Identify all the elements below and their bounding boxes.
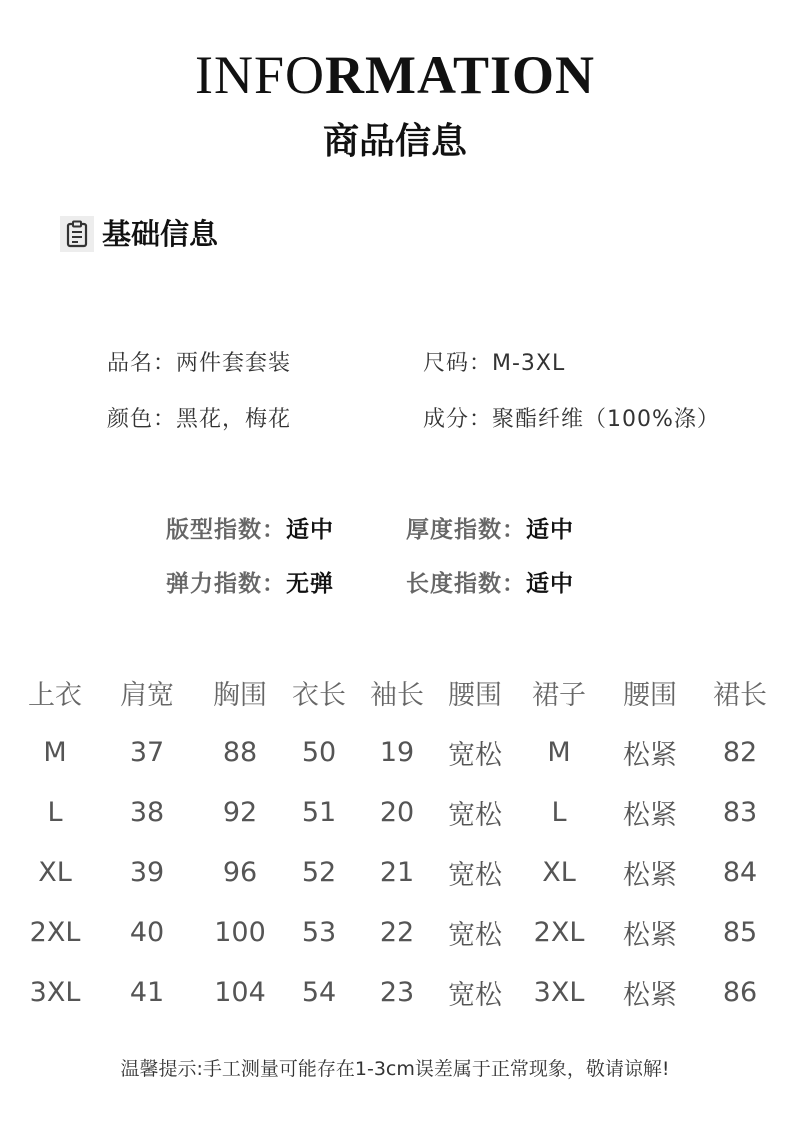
table-cell: M xyxy=(547,736,571,768)
index-value: 适中 xyxy=(526,517,574,543)
table-cell: 宽松 xyxy=(448,739,502,771)
title-en-light: INFO xyxy=(194,45,325,105)
table-cell: 50 xyxy=(301,736,337,768)
table-cell: 宽松 xyxy=(448,919,502,951)
index-value: 适中 xyxy=(526,571,574,597)
section-header xyxy=(60,216,218,252)
index-thickness xyxy=(406,511,574,544)
table-cell: 96 xyxy=(222,856,258,888)
table-cell: 86 xyxy=(722,976,758,1008)
table-cell: L xyxy=(47,796,63,828)
table-cell: 宽松 xyxy=(448,979,502,1011)
table-row xyxy=(10,842,790,902)
index-elasticity xyxy=(166,565,334,598)
table-row xyxy=(10,722,790,782)
table-cell: 21 xyxy=(379,856,415,888)
table-cell: M xyxy=(43,736,67,768)
table-cell: 2XL xyxy=(29,916,81,948)
table-cell: 92 xyxy=(222,796,258,828)
size-table xyxy=(10,662,790,1022)
header-cell: 上衣 xyxy=(28,679,82,711)
header-cell: 袖长 xyxy=(370,679,424,711)
table-cell: 2XL xyxy=(533,916,585,948)
table-cell: 104 xyxy=(214,976,266,1008)
index-label: 版型指数： xyxy=(166,517,286,543)
header-cell: 裙长 xyxy=(713,679,767,711)
header-cell: 腰围 xyxy=(448,679,502,711)
table-row xyxy=(10,962,790,1022)
table-cell: 40 xyxy=(129,916,165,948)
index-value: 无弹 xyxy=(286,571,334,597)
index-label: 厚度指数： xyxy=(406,517,526,543)
index-value: 适中 xyxy=(286,517,334,543)
table-cell: L xyxy=(551,796,567,828)
table-cell: 88 xyxy=(222,736,258,768)
page-title-cn: 商品信息 xyxy=(322,121,467,162)
table-cell: 83 xyxy=(722,796,758,828)
table-cell: 22 xyxy=(379,916,415,948)
table-cell: 41 xyxy=(129,976,165,1008)
index-length xyxy=(406,565,574,598)
clipboard-icon xyxy=(60,216,94,252)
measurement-tip: 温馨提示:手工测量可能存在1-3cm误差属于正常现象，敬请谅解! xyxy=(120,1058,670,1080)
table-cell: 松紧 xyxy=(623,739,677,771)
info-product-name: 品名：两件套套装 xyxy=(107,351,292,376)
table-cell: 100 xyxy=(214,916,266,948)
table-cell: XL xyxy=(542,856,576,888)
table-cell: 3XL xyxy=(533,976,585,1008)
table-row xyxy=(10,782,790,842)
info-material: 成分：聚酯纤维（100%涤） xyxy=(423,407,720,432)
index-label: 弹力指数： xyxy=(166,571,286,597)
header-cell: 胸围 xyxy=(213,679,267,711)
table-cell: 19 xyxy=(379,736,415,768)
table-cell: 82 xyxy=(722,736,758,768)
table-cell: 宽松 xyxy=(448,799,502,831)
info-size-range: 尺码：M-3XL xyxy=(423,351,566,376)
header-cell: 裙子 xyxy=(532,679,586,711)
header-cell: 衣长 xyxy=(292,679,346,711)
table-cell: 51 xyxy=(301,796,337,828)
section-title: 基础信息 xyxy=(102,216,219,251)
table-cell: 3XL xyxy=(29,976,81,1008)
page-title-en xyxy=(0,45,790,105)
table-cell: 38 xyxy=(129,796,165,828)
table-cell: 松紧 xyxy=(623,919,677,951)
header-cell: 腰围 xyxy=(623,679,677,711)
table-row xyxy=(10,902,790,962)
table-cell: XL xyxy=(38,856,72,888)
table-cell: 松紧 xyxy=(623,859,677,891)
table-cell: 松紧 xyxy=(623,799,677,831)
table-cell: 84 xyxy=(722,856,758,888)
title-en-bold: RMATION xyxy=(325,45,595,105)
info-color: 颜色：黑花，梅花 xyxy=(107,407,292,432)
table-cell: 松紧 xyxy=(623,979,677,1011)
table-cell: 53 xyxy=(301,916,337,948)
table-cell: 宽松 xyxy=(448,859,502,891)
table-cell: 23 xyxy=(379,976,415,1008)
table-cell: 37 xyxy=(129,736,165,768)
table-cell: 20 xyxy=(379,796,415,828)
table-cell: 54 xyxy=(301,976,337,1008)
header-cell: 肩宽 xyxy=(120,679,174,711)
table-cell: 85 xyxy=(722,916,758,948)
index-label: 长度指数： xyxy=(406,571,526,597)
size-table-header-row xyxy=(10,662,790,722)
table-cell: 39 xyxy=(129,856,165,888)
table-cell: 52 xyxy=(301,856,337,888)
index-fit xyxy=(166,511,334,544)
